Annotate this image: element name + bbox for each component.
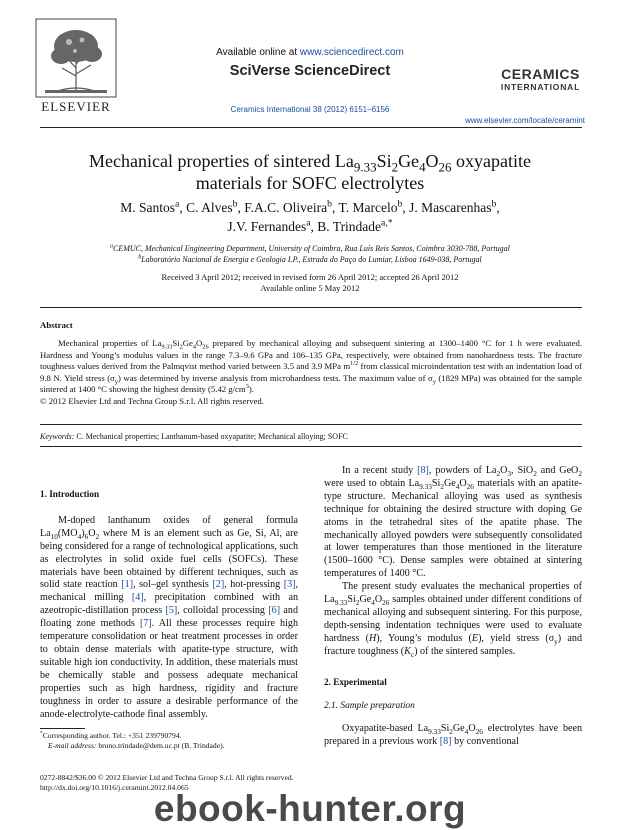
keywords-divider — [40, 446, 582, 447]
title-text: Si — [376, 151, 392, 171]
abstract-body — [40, 338, 582, 408]
elsevier-tree-logo — [35, 18, 117, 108]
symbol-italic: H — [368, 632, 377, 644]
body-text: ) of the sintered samples. — [414, 645, 516, 657]
body-text: , hot-pressing — [224, 579, 284, 591]
title-text: oxyapatite — [451, 151, 531, 171]
title-text: Ge — [398, 151, 420, 171]
body-text: and floating zone methods — [40, 605, 298, 630]
reference-link[interactable]: [7] — [139, 618, 152, 630]
body-sub: 2 — [578, 470, 582, 479]
affil-text: Laboratório Nacional de Energia e Geologia I.P., Estrada do Paço do Lumiar, Lisboa 1649-038, Portugal — [141, 255, 482, 264]
formula-text: O — [459, 477, 467, 489]
abstract-paragraph — [40, 338, 582, 396]
author-affil-mark: a — [174, 198, 180, 210]
author-affil-mark: a,* — [381, 217, 393, 229]
online-date: Available online 5 May 2012 — [260, 283, 360, 293]
reference-link[interactable]: [2] — [212, 579, 225, 591]
author-list — [30, 198, 590, 236]
formula-text: O — [468, 723, 476, 735]
body-paragraph — [324, 723, 582, 749]
subsection-heading-sample-preparation: 2.1. Sample preparation — [324, 700, 415, 711]
author: J.V. Fernandes — [227, 219, 307, 234]
body-paragraph — [324, 465, 582, 581]
affil-mark: a — [110, 243, 113, 250]
affiliation-b — [30, 255, 590, 264]
publisher-logo-text: ELSEVIER — [41, 99, 111, 114]
author: M. Santos — [120, 200, 175, 215]
journal-url-link[interactable]: www.elsevier.com/locate/ceramint — [464, 116, 585, 125]
formula-text: Ge — [359, 594, 372, 606]
body-sub: 6 — [84, 532, 89, 541]
section-heading-experimental: 2. Experimental — [324, 676, 387, 687]
formula-sub: 26 — [202, 343, 209, 351]
keywords-label: Keywords: — [40, 432, 75, 441]
body-sub: 10 — [50, 532, 58, 541]
footnote-text: Corresponding author. Tel.: +351 239790794. — [42, 731, 182, 740]
formula-sub: 4 — [464, 728, 469, 737]
doi-link[interactable]: http://dx.doi.org/10.1016/j.ceramint.2012.04.065 — [40, 783, 189, 793]
formula-sub: 9.33 — [428, 728, 441, 737]
keywords-text: C. Mechanical properties; Lanthanum-based oxyapatite; Mechanical alloying; SOFC — [74, 432, 348, 441]
formula-sub: 2 — [449, 728, 453, 737]
abstract-text: Mechanical properties of La — [58, 338, 162, 348]
body-sub: 2 — [533, 470, 537, 479]
author-affil-mark: a — [306, 217, 311, 229]
formula-text: Ge — [452, 723, 465, 735]
body-sub: 3 — [507, 470, 512, 479]
formula-sub: 4 — [371, 599, 375, 608]
body-sub: y — [554, 637, 558, 646]
abstract-copyright: © 2012 Elsevier Ltd and Techna Group S.r.l. All rights reserved. — [40, 395, 264, 406]
title-text: Mechanical properties of sintered La — [89, 151, 354, 171]
reference-link[interactable]: [8] — [417, 465, 429, 476]
body-text: ), Young’s modulus ( — [376, 632, 472, 644]
formula-sub: 2 — [440, 482, 444, 491]
body-text: O — [88, 527, 96, 539]
abstract-sub: y — [432, 378, 436, 386]
title-sub: 2 — [391, 159, 399, 175]
abstract-sub: y — [114, 378, 118, 386]
body-text: ) — [81, 527, 85, 539]
watermark-text: ebook-hunter.org — [153, 788, 467, 829]
title-sub: 9.33 — [353, 159, 377, 175]
abstract-bottom-divider — [40, 424, 582, 425]
footnote — [40, 731, 300, 751]
body-text: , sol–gel synthesis — [133, 579, 213, 591]
body-text: , precipitation combined with an azeotropic-distillation process — [40, 592, 299, 617]
formula-text: O — [374, 594, 383, 606]
title-text: O — [425, 151, 439, 171]
received-dates: Received 3 April 2012; received in revised form 26 April 2012; accepted 26 April 2012 — [161, 272, 459, 282]
available-prefix: Available online at — [216, 47, 300, 58]
available-online — [175, 47, 445, 58]
reference-link[interactable]: [1] — [121, 579, 134, 591]
formula-sub: 26 — [475, 728, 483, 737]
author-affil-mark: b — [491, 198, 497, 210]
abstract-top-divider — [40, 307, 582, 308]
right-column — [324, 465, 582, 749]
formula-sub: 26 — [466, 482, 474, 491]
author-affil-mark: b — [397, 198, 403, 210]
title-sub: 4 — [419, 159, 426, 175]
formula-sub: 9.33 — [334, 599, 348, 608]
author: , T. Marcelo — [331, 200, 398, 215]
body-text: , colloidal processing — [177, 605, 269, 617]
footnote-email — [40, 741, 300, 751]
article-title — [30, 150, 590, 194]
body-paragraph — [324, 581, 582, 658]
body-text: Oxyapatite-based La — [342, 723, 429, 735]
journal-citation[interactable]: Ceramics International 38 (2012) 6151–6156 — [230, 105, 390, 114]
footnote-divider — [40, 728, 85, 729]
reference-link[interactable]: [4] — [131, 592, 144, 604]
abstract-text: ) was determined by inverse analysis from microhardness tests. The maximum value of σ — [117, 372, 433, 383]
email-address[interactable]: bruno.trindade@dem.uc.pt (B. Trindade). — [96, 741, 225, 750]
reference-link[interactable]: [3] — [283, 579, 296, 591]
author: , B. Trindade — [310, 219, 382, 234]
body-text: , mechanical milling — [40, 579, 299, 604]
symbol-italic: K — [404, 645, 411, 657]
footnote-corresponding — [40, 731, 300, 741]
body-sub: 2 — [496, 470, 501, 479]
author-separator: , — [496, 200, 500, 215]
author: , C. Alves — [179, 200, 233, 215]
formula-text: Si — [440, 723, 450, 735]
body-text: samples obtained under different conditions of mechanical alloying and subsequent sintering. For this purpose, depth-sensing indentation techniques were used to evaluate hardness ( — [324, 594, 582, 644]
affiliation-a — [30, 244, 590, 253]
body-text: , SiO — [511, 465, 534, 476]
platform-name: SciVerse ScienceDirect — [229, 63, 391, 79]
body-text: O — [500, 465, 508, 476]
formula-text: O — [196, 338, 203, 348]
body-text: , powders of La — [428, 465, 497, 476]
formula-sub: 4 — [455, 482, 460, 491]
symbol-italic: E — [471, 632, 479, 644]
email-label: E-mail address: — [48, 741, 97, 750]
formula-text: Ge — [443, 477, 456, 489]
issn-line: 0272-8842/$36.00 © 2012 Elsevier Ltd and Techna Group S.r.l. All rights reserved. — [40, 773, 294, 782]
sciencedirect-link[interactable]: www.sciencedirect.com — [299, 47, 404, 58]
formula-sub: 9.33 — [419, 482, 432, 491]
title-line2: materials for SOFC electrolytes — [195, 173, 425, 193]
formula-sub: 2 — [179, 343, 183, 351]
left-column — [40, 488, 298, 721]
abstract-heading: Abstract — [40, 320, 73, 330]
body-text: where M is an element such as Ge, Si, Al, are being considered for a range of technological applications, such as electrolytes in solid oxide fuel cells (SOFCs). These materials have been obtained by different techniques, such as solid state reaction — [40, 527, 298, 591]
body-text: materials with an apatite-type structure. Mechanical alloying was used as synthesis technique for obtaining the desired structure with doping Ge atoms in the tetrahedral sites of the apatite phase. The mechanically alloyed powders were subsequently consolidated at lower temperatures than those mentioned in the literature (1500–1600 °C). Dense samples were obtained at sintering temperatures of 1400 °C. — [324, 477, 582, 580]
body-text: were used to obtain La — [324, 477, 420, 489]
author: , J. Mascarenhas — [402, 200, 492, 215]
author-affil-mark: b — [327, 198, 332, 210]
abstract-text: ). — [248, 384, 254, 395]
abstract-text: from classical microindentation test with an indentation load of 9.8 N. Yield stress (σ — [40, 361, 582, 383]
formula-sub: 9.33 — [161, 343, 173, 351]
keywords — [40, 432, 582, 441]
reference-link[interactable]: [5] — [165, 605, 178, 617]
reference-link[interactable]: [6] — [268, 605, 281, 617]
journal-logo-line1: CERAMICS — [501, 66, 580, 82]
journal-logo — [493, 66, 588, 92]
formula-text: Si — [172, 338, 180, 348]
formula-text: Ge — [182, 338, 193, 348]
abstract-text: (1829 MPa) was obtained for the sample sintered at 1400 °C showing the highest density (5.42 g/cm — [40, 372, 582, 395]
journal-logo-line2: INTERNATIONAL — [500, 82, 581, 92]
header-divider — [40, 127, 582, 128]
body-text: ) and fracture toughness ( — [324, 632, 582, 657]
author-affil-mark: b — [232, 198, 238, 210]
formula-text: Si — [347, 594, 356, 606]
title-sub: 26 — [438, 159, 452, 175]
affil-text: CEMUC, Mechanical Engineering Department, University of Coimbra, Rua Luís Reis Santos, Coimbra 3030-788, Portugal — [113, 244, 510, 253]
body-text: The present study evaluates the mechanical properties of La — [324, 581, 582, 606]
body-sub: 4 — [77, 532, 82, 541]
author: , F.A.C. Oliveira — [237, 200, 328, 215]
affil-mark: b — [138, 254, 142, 261]
intro-paragraph — [40, 515, 298, 722]
reference-link[interactable]: [8] — [439, 736, 452, 748]
body-text: and GeO — [536, 465, 579, 476]
abstract-sup: 3 — [245, 383, 249, 391]
body-text: . All these processes require high temperature consolidation or heat treatment processes in order to obtain dense materials with apatite-type structure, with suitable high ion conductivity. In addition, these materials must be chemically stable and possess adequate mechanical properties such as high hardness, rigidity and fracture toughness in order to assure a desirable performance of the anode-electrolyte-cathode final assembly. — [40, 618, 298, 720]
body-sub: 2 — [95, 532, 100, 541]
body-text: electrolytes have been prepared in a previous work — [324, 723, 582, 748]
formula-sub: 26 — [382, 599, 390, 608]
section-heading-introduction: 1. Introduction — [40, 489, 100, 499]
abstract-text: prepared by mechanical alloying and subsequent sintering at 1300–1400 °C for 1 h were evaluated. Hardness and Young’s modulus values in the range 7.3–9.6 GPa and 106–135 GPa, respectively, were obtained from nanohardness tests. The fracture toughness values derived from the Palmqvist method varied between 3.5 and 3.9 MPa m — [40, 338, 583, 372]
body-text: (MO — [57, 527, 78, 539]
formula-sub: 4 — [192, 343, 197, 351]
body-text: by conventional — [451, 736, 519, 748]
body-sub: c — [410, 650, 415, 659]
body-text: In a recent study — [342, 465, 418, 476]
formula-sub: 2 — [355, 599, 360, 608]
body-text: ), yield stress (σ — [478, 632, 555, 644]
formula-text: Si — [431, 477, 441, 489]
body-text: M-doped lanthanum oxides of general formula La — [40, 514, 298, 539]
abstract-sup: 1/2 — [350, 360, 359, 368]
footnote-mark: * — [40, 730, 43, 737]
